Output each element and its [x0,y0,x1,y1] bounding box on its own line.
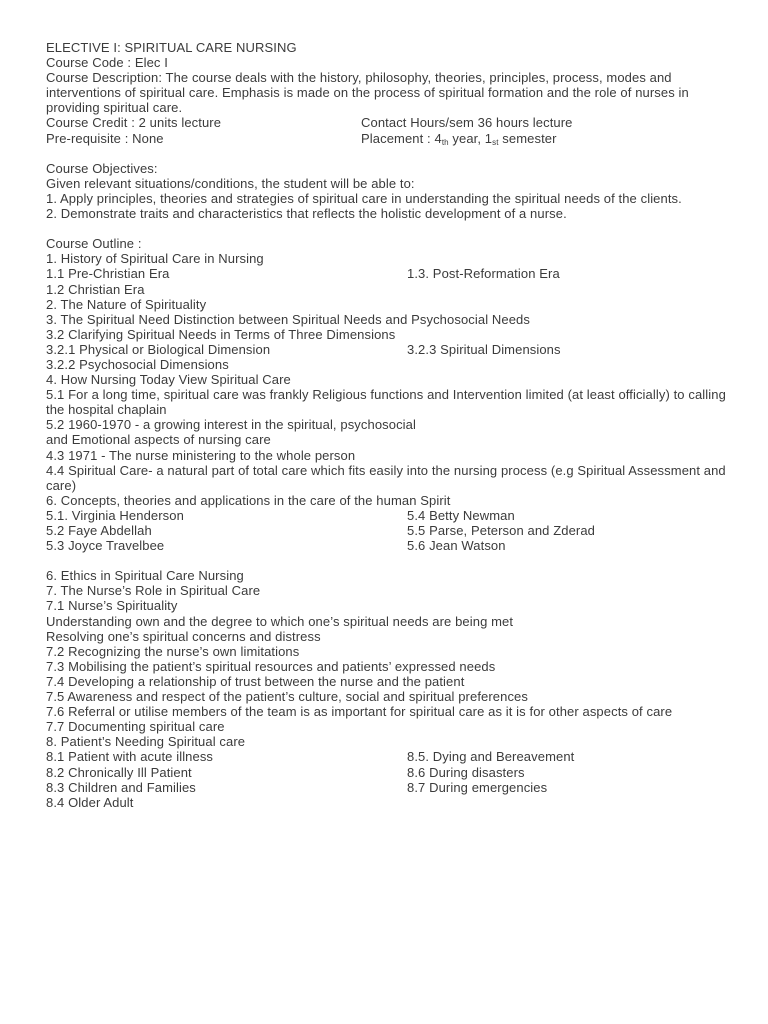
prerequisite-row [46,131,726,146]
outline-item: 7.1 Nurse’s Spirituality [46,598,178,614]
outline-item: 1.3. Post-Reformation Era [407,266,560,282]
outline-item: 3.2 Clarifying Spiritual Needs in Terms of Three Dimensions [46,326,396,342]
outline-item: 5.2 1960-1970 - a growing interest in the spiritual, psychosocial [46,417,416,433]
outline-item: 6. Concepts, theories and applications in the care of the human Spirit [46,492,451,508]
outline-item: 7.5 Awareness and respect of the patient’s culture, social and spiritual preferences [46,689,528,705]
objectives-heading: Course Objectives: [46,160,158,176]
outline-item: 5.4 Betty Newman [407,507,515,523]
outline-item: 5.2 Faye Abdellah [46,523,152,538]
placement: Placement : $4_{th}$ year, $1_{st}$ semester [361,130,557,147]
outline-item: 5.1. Virginia Henderson [46,507,184,523]
outline-item: 4.3 1971 - The nurse ministering to the whole person [46,447,356,463]
outline-item: 8.1 Patient with acute illness [46,749,214,765]
outline-row [46,342,726,357]
outline-item: 5.1 For a long time, spiritual care was frankly Religious functions and Intervention limited (at least officially) to calling the hospital chaplain [46,387,726,418]
outline-row [46,538,726,553]
outline-item: 3.2.2 Psychosocial Dimensions [46,356,229,372]
outline-item: 1.1 Pre-Christian Era [46,266,170,282]
outline-item: 8. Patient’s Needing Spiritual care [46,734,246,750]
outline-item: 5.6 Jean Watson [407,538,506,554]
outline-item: 7. The Nurse’s Role in Spiritual Care [46,583,261,599]
course-code: Course Code : Elec I [46,55,168,71]
outline-item: 5.3 Joyce Travelbee [46,538,165,554]
outline-item: and Emotional aspects of nursing care [46,432,271,448]
outline-item: 8.5. Dying and Bereavement [407,749,575,765]
outline-item: 2. The Nature of Spirituality [46,296,207,312]
outline-row [46,266,726,281]
credit-row [46,115,726,130]
outline-item: 7.2 Recognizing the nurse’s own limitations [46,643,300,659]
outline-item: 3. The Spiritual Need Distinction between Spiritual Needs and Psychosocial Needs [46,311,530,327]
contact-hours: Contact Hours/sem 36 hours lecture [361,115,573,131]
prerequisite: Pre-requisite : None [46,130,164,146]
outline-item: Understanding own and the degree to which one’s spiritual needs are being met [46,613,514,629]
outline-item: 7.4 Developing a relationship of trust between the nurse and the patient [46,673,465,689]
outline-item: 7.7 Documenting spiritual care [46,719,225,735]
outline-item: 1. History of Spiritual Care in Nursing [46,251,264,267]
outline-item: 8.3 Children and Families [46,779,196,795]
course-description: Course Description: The course deals with the history, philosophy, theories, principles, process, modes and interventions of spiritual care. Emphasis is made on the process of spiritual formation and the role of nurses in providing spiritual care. [46,70,689,116]
outline-item: 8.2 Chronically Ill Patient [46,764,192,780]
outline-item: 7.6 Referral or utilise members of the team is as important for spiritual care as it is for other aspects of care [46,704,673,720]
outline-item: 4.4 Spiritual Care- a natural part of total care which fits easily into the nursing process (e.g Spiritual Assessment and care) [46,462,726,493]
course-credit: Course Credit : 2 units lecture [46,115,222,131]
outline-item: 4. How Nursing Today View Spiritual Care [46,372,291,388]
outline-item: 3.2.3 Spiritual Dimensions [407,341,561,357]
outline-item: 7.3 Mobilising the patient’s spiritual resources and patients’ expressed needs [46,658,496,674]
outline-row [46,780,726,795]
outline-row [46,765,726,780]
objective-item: 2. Demonstrate traits and characteristics that reflects the holistic development of a nurse. [46,206,567,222]
course-syllabus [46,40,726,810]
outline-item: 8.6 During disasters [407,764,525,780]
outline-item: 8.7 During emergencies [407,779,548,795]
outline-item: 3.2.1 Physical or Biological Dimension [46,341,271,357]
objectives-intro: Given relevant situations/conditions, the student will be able to: [46,175,415,191]
outline-item: 1.2 Christian Era [46,281,145,297]
outline-row [46,749,726,764]
outline-item: Resolving one’s spiritual concerns and distress [46,628,321,644]
outline-item: 8.4 Older Adult [46,794,134,810]
objective-item: 1. Apply principles, theories and strategies of spiritual care in understanding the spiritual needs of the clients. [46,190,682,206]
outline-heading: Course Outline : [46,236,142,252]
outline-item: 6. Ethics in Spiritual Care Nursing [46,568,244,584]
document-title: ELECTIVE I: SPIRITUAL CARE NURSING [46,40,297,55]
outline-item: 5.5 Parse, Peterson and Zderad [407,523,596,538]
outline-row [46,508,726,523]
outline-row [46,523,726,538]
